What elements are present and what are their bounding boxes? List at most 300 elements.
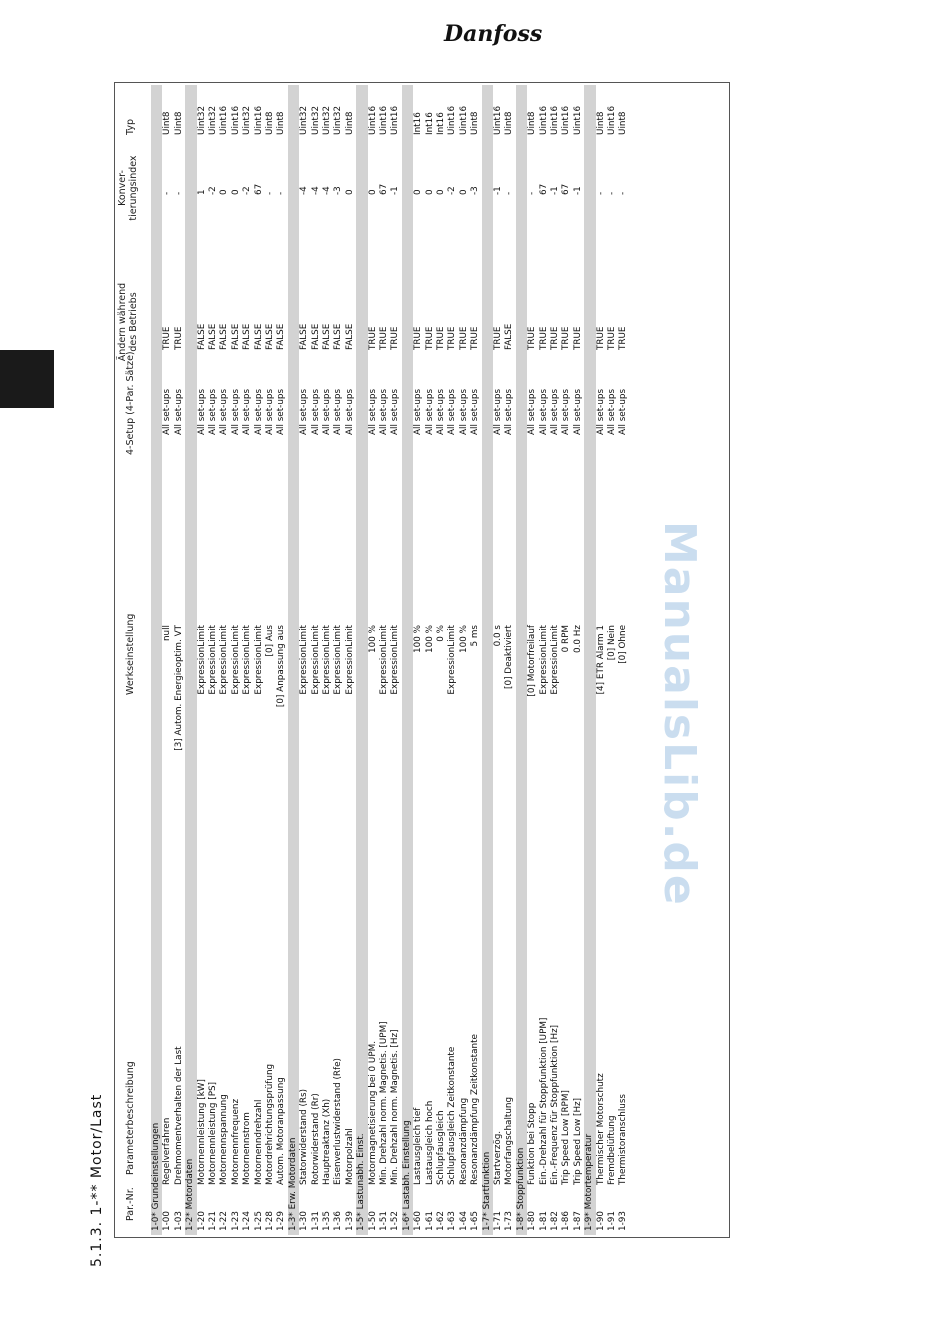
cell-setup: All set-ups: [390, 388, 401, 435]
cell-setup: All set-ups: [219, 388, 230, 435]
cell-par-nr: 1-20: [196, 1211, 207, 1231]
cell-description: Motornenndrehzahl: [253, 1099, 264, 1185]
cell-par-nr: 1-73: [504, 1211, 515, 1231]
cell-par-nr: 1-25: [253, 1211, 264, 1231]
cell-default-value: [0] Deaktiviert: [504, 625, 515, 689]
cell-default-value: ExpressionLimit: [390, 625, 401, 695]
cell-change-running: FALSE: [242, 323, 253, 350]
cell-setup: All set-ups: [595, 388, 606, 435]
cell-description: Motornennfrequenz: [230, 1098, 241, 1185]
cell-par-nr: 1-29: [276, 1211, 287, 1231]
cell-setup: All set-ups: [344, 388, 355, 435]
table-row: [299, 85, 310, 1235]
cell-type: Uint16: [538, 105, 549, 135]
table-row: [493, 85, 504, 1235]
table-row: [219, 85, 230, 1235]
cell-description: Motorpolzahl: [344, 1128, 355, 1185]
cell-change-running: TRUE: [390, 326, 401, 350]
cell-setup: All set-ups: [458, 388, 469, 435]
cell-type: Int16: [436, 112, 446, 135]
table-row: [470, 85, 481, 1235]
cell-description: Regelverfahren: [162, 1117, 173, 1185]
cell-setup: All set-ups: [607, 388, 617, 435]
cell-default-value: 5 ms: [470, 625, 481, 647]
cell-default-value: ExpressionLimit: [322, 625, 332, 695]
cell-type: Uint16: [219, 105, 230, 135]
rotated-content: [89, 85, 729, 1267]
cell-change-running: TRUE: [458, 326, 469, 350]
cell-description: Funktion bei Stopp: [527, 1102, 538, 1185]
cell-conversion-index: -: [618, 191, 629, 195]
cell-default-value: [4] ETR Alarm 1: [595, 625, 606, 695]
cell-setup: All set-ups: [242, 388, 253, 435]
cell-default-value: 0.0 Hz: [572, 625, 583, 654]
group-title: 1-6* Lastabh. Einstellung: [401, 1120, 412, 1231]
cell-setup: All set-ups: [173, 388, 184, 435]
cell-default-value: ExpressionLimit: [550, 625, 560, 695]
cell-par-nr: 1-39: [344, 1211, 355, 1231]
cell-description: Fremdbelüftung: [607, 1115, 617, 1185]
cell-conversion-index: -: [265, 191, 275, 195]
group-header-row: [584, 85, 595, 1235]
cell-description: Hauptreaktanz (Xh): [322, 1098, 332, 1185]
cell-description: Trip Speed Low [Hz]: [572, 1097, 583, 1185]
group-title: 1-7* Startfunktion: [481, 1151, 492, 1231]
cell-default-value: ExpressionLimit: [344, 625, 355, 695]
cell-setup: All set-ups: [447, 388, 458, 435]
cell-conversion-index: 0: [424, 189, 435, 195]
cell-conversion-index: -: [173, 191, 184, 195]
cell-type: Uint8: [344, 111, 355, 135]
cell-change-running: TRUE: [561, 326, 572, 350]
cell-setup: All set-ups: [618, 388, 629, 435]
cell-description: Thermistoranschluss: [618, 1093, 629, 1185]
cell-description: Autom. Motoranpassung: [276, 1077, 287, 1185]
cell-par-nr: 1-03: [173, 1211, 184, 1231]
cell-description: Motornennleistung [kW]: [196, 1079, 207, 1185]
watermark: ManualsLib.de: [654, 521, 705, 907]
cell-default-value: ExpressionLimit: [230, 625, 241, 695]
cell-change-running: TRUE: [413, 326, 424, 350]
cell-default-value: ExpressionLimit: [196, 625, 207, 695]
cell-description: Motornennleistung [PS]: [208, 1081, 218, 1185]
cell-default-value: 100 %: [458, 625, 469, 653]
cell-setup: All set-ups: [470, 388, 481, 435]
table-row: [276, 85, 287, 1235]
cell-type: Uint8: [162, 111, 173, 135]
cell-change-running: FALSE: [276, 323, 287, 350]
cell-change-running: TRUE: [618, 326, 629, 350]
cell-conversion-index: -2: [242, 186, 253, 195]
cell-par-nr: 1-80: [527, 1211, 538, 1231]
col-default: Werkseinstellung: [125, 613, 136, 695]
cell-type: Uint8: [265, 111, 275, 135]
cell-par-nr: 1-86: [561, 1211, 572, 1231]
cell-default-value: [0] Nein: [607, 625, 617, 661]
cell-description: Trip Speed Low [RPM]: [561, 1090, 572, 1185]
table-row: [607, 85, 618, 1235]
cell-change-running: FALSE: [310, 323, 321, 350]
cell-change-running: FALSE: [322, 323, 332, 350]
cell-type: Uint8: [527, 111, 538, 135]
cell-setup: All set-ups: [367, 388, 378, 435]
cell-change-running: FALSE: [299, 323, 310, 350]
cell-conversion-index: -1: [572, 186, 583, 195]
table-row: [162, 85, 173, 1235]
cell-description: Motornennspannung: [219, 1094, 230, 1185]
cell-description: Min. Drehzahl norm. Magnetis. [Hz]: [390, 1029, 401, 1185]
cell-type: Uint16: [230, 105, 241, 135]
cell-default-value: [0] Aus: [265, 625, 275, 657]
cell-default-value: ExpressionLimit: [253, 625, 264, 695]
table-row: [425, 85, 436, 1235]
cell-par-nr: 1-31: [310, 1211, 321, 1231]
cell-par-nr: 1-91: [607, 1211, 617, 1231]
danfoss-logo: [440, 14, 543, 52]
cell-type: Uint32: [310, 105, 321, 135]
cell-description: Ein.-Frequenz für Stoppfunktion [Hz]: [550, 1024, 560, 1185]
cell-description: Lastausgleich tief: [413, 1107, 424, 1185]
cell-par-nr: 1-60: [413, 1211, 424, 1231]
table-row: [197, 85, 208, 1235]
cell-description: Eisenverlustwiderstand (Rfe): [333, 1058, 344, 1185]
cell-type: Uint32: [322, 105, 332, 135]
cell-conversion-index: -1: [390, 186, 401, 195]
cell-type: Int16: [413, 112, 424, 135]
cell-change-running: TRUE: [607, 326, 617, 350]
cell-conversion-index: -: [276, 191, 287, 195]
cell-setup: All set-ups: [333, 388, 344, 435]
cell-default-value: ExpressionLimit: [219, 625, 230, 695]
group-header-row: [288, 85, 299, 1235]
cell-default-value: ExpressionLimit: [447, 625, 458, 695]
cell-type: Uint16: [390, 105, 401, 135]
cell-default-value: 100 %: [367, 625, 378, 653]
cell-type: Uint8: [276, 111, 287, 135]
cell-setup: All set-ups: [527, 388, 538, 435]
table-row: [413, 85, 424, 1235]
cell-conversion-index: 0: [344, 189, 355, 195]
cell-description: Min. Drehzahl norm. Magnetis. [UPM]: [379, 1021, 389, 1185]
table-row: [504, 85, 515, 1235]
cell-change-running: FALSE: [265, 323, 275, 350]
cell-conversion-index: -3: [333, 186, 344, 195]
cell-type: Uint16: [458, 105, 469, 135]
cell-par-nr: 1-62: [436, 1211, 446, 1231]
cell-default-value: [0] Ohne: [618, 625, 629, 664]
cell-conversion-index: -1: [550, 186, 560, 195]
cell-conversion-index: 67: [253, 183, 264, 195]
cell-change-running: TRUE: [595, 326, 606, 350]
cell-setup: All set-ups: [310, 388, 321, 435]
table-row: [550, 85, 561, 1235]
cell-default-value: ExpressionLimit: [538, 625, 549, 695]
table-row: [459, 85, 470, 1235]
cell-setup: All set-ups: [550, 388, 560, 435]
cell-change-running: TRUE: [162, 326, 173, 350]
cell-setup: All set-ups: [379, 388, 389, 435]
cell-type: Uint32: [299, 105, 310, 135]
cell-type: Uint16: [379, 105, 389, 135]
cell-conversion-index: 0: [458, 189, 469, 195]
cell-change-running: TRUE: [173, 326, 184, 350]
cell-par-nr: 1-52: [390, 1211, 401, 1231]
cell-type: Int16: [424, 112, 435, 135]
cell-default-value: 100 %: [424, 625, 435, 653]
cell-default-value: 100 %: [413, 625, 424, 653]
cell-default-value: ExpressionLimit: [379, 625, 389, 695]
table-row: [311, 85, 322, 1235]
cell-change-running: TRUE: [572, 326, 583, 350]
cell-type: Uint8: [173, 111, 184, 135]
cell-change-running: TRUE: [379, 326, 389, 350]
cell-setup: All set-ups: [230, 388, 241, 435]
group-header-row: [356, 85, 367, 1235]
cell-default-value: ExpressionLimit: [242, 625, 253, 695]
cell-type: Uint8: [470, 111, 481, 135]
cell-change-running: FALSE: [344, 323, 355, 350]
cell-par-nr: 1-61: [424, 1211, 435, 1231]
cell-description: Motornennstrom: [242, 1112, 253, 1185]
cell-par-nr: 1-93: [618, 1211, 629, 1231]
cell-par-nr: 1-30: [299, 1211, 310, 1231]
cell-par-nr: 1-87: [572, 1211, 583, 1231]
cell-default-value: 0.0 s: [493, 625, 503, 647]
cell-description: Resonanzdämpfung: [458, 1097, 469, 1185]
cell-type: Uint8: [595, 111, 606, 135]
cell-setup: All set-ups: [436, 388, 446, 435]
cell-par-nr: 1-50: [367, 1211, 378, 1231]
cell-default-value: [3] Autom. Energieoptim. VT: [173, 625, 184, 751]
group-header-row: [185, 85, 196, 1235]
cell-par-nr: 1-24: [242, 1211, 253, 1231]
cell-default-value: ExpressionLimit: [333, 625, 344, 695]
cell-conversion-index: 0: [219, 189, 230, 195]
cell-conversion-index: 67: [561, 183, 572, 195]
cell-change-running: TRUE: [527, 326, 538, 350]
cell-change-running: TRUE: [493, 326, 503, 350]
cell-conversion-index: 1: [196, 189, 207, 195]
cell-type: Uint16: [447, 105, 458, 135]
table-row: [573, 85, 584, 1235]
group-title: 1-8* Stoppfunktion: [515, 1147, 526, 1231]
table-row: [561, 85, 572, 1235]
cell-conversion-index: 0: [230, 189, 241, 195]
chapter-tab-marker: [0, 350, 54, 408]
cell-default-value: 0 %: [436, 625, 446, 642]
table-row: [527, 85, 538, 1235]
cell-type: Uint16: [367, 105, 378, 135]
cell-conversion-index: -1: [493, 186, 503, 195]
cell-change-running: TRUE: [436, 326, 446, 350]
col-conversion-index: Konver-tierungsindex: [117, 155, 139, 221]
group-title: 1-3* Erw. Motordaten: [287, 1137, 298, 1231]
cell-conversion-index: -4: [299, 186, 310, 195]
cell-par-nr: 1-71: [493, 1211, 503, 1231]
table-row: [539, 85, 550, 1235]
table-row: [333, 85, 344, 1235]
cell-conversion-index: 0: [367, 189, 378, 195]
table-row: [618, 85, 629, 1235]
cell-conversion-index: -: [607, 191, 617, 195]
cell-conversion-index: -4: [322, 186, 332, 195]
cell-conversion-index: -: [162, 191, 173, 195]
cell-type: Uint16: [253, 105, 264, 135]
cell-conversion-index: -: [595, 191, 606, 195]
cell-description: Lastausgleich hoch: [424, 1100, 435, 1185]
cell-change-running: FALSE: [504, 323, 515, 350]
group-title: 1-0* Grundeinstellungen: [151, 1122, 161, 1231]
cell-change-running: FALSE: [333, 323, 344, 350]
cell-default-value: null: [162, 625, 173, 642]
table-row: [254, 85, 265, 1235]
cell-default-value: 0 RPM: [561, 625, 572, 653]
cell-setup: All set-ups: [162, 388, 173, 435]
cell-par-nr: 1-82: [550, 1211, 560, 1231]
cell-type: Uint16: [572, 105, 583, 135]
cell-description: Motormagnetisierung bei 0 UPM.: [367, 1040, 378, 1185]
group-header-row: [516, 85, 527, 1235]
table-row: [436, 85, 447, 1235]
cell-description: Statorwiderstand (Rs): [299, 1088, 310, 1185]
cell-default-value: ExpressionLimit: [310, 625, 321, 695]
cell-par-nr: 1-35: [322, 1211, 332, 1231]
table-header: [115, 85, 149, 1235]
cell-change-running: FALSE: [253, 323, 264, 350]
cell-par-nr: 1-00: [162, 1211, 173, 1231]
group-header-row: [151, 85, 162, 1235]
cell-conversion-index: -3: [470, 186, 481, 195]
cell-default-value: [0] Motorfreilauf: [527, 625, 538, 697]
cell-change-running: FALSE: [230, 323, 241, 350]
cell-setup: All set-ups: [322, 388, 332, 435]
cell-setup: All set-ups: [538, 388, 549, 435]
table-row: [231, 85, 242, 1235]
cell-setup: All set-ups: [504, 388, 515, 435]
cell-change-running: FALSE: [196, 323, 207, 350]
table-row: [174, 85, 185, 1235]
cell-setup: All set-ups: [253, 388, 264, 435]
cell-type: Uint32: [196, 105, 207, 135]
cell-description: Rotorwiderstand (Rr): [310, 1093, 321, 1185]
table-row: [208, 85, 219, 1235]
group-header-row: [482, 85, 493, 1235]
cell-default-value: [0] Anpassung aus: [276, 625, 287, 708]
cell-description: Motorfangschaltung: [504, 1096, 515, 1185]
cell-type: Uint32: [208, 105, 218, 135]
cell-par-nr: 1-28: [265, 1211, 275, 1231]
cell-description: Schlupfausgleich Zeitkonstante: [447, 1046, 458, 1185]
col-change-running: Ändern während des Betriebs: [117, 282, 139, 362]
group-title: 1-9* Motortemperatur: [584, 1133, 595, 1231]
cell-conversion-index: 67: [379, 183, 389, 195]
cell-par-nr: 1-65: [470, 1211, 481, 1231]
group-header-row: [402, 85, 413, 1235]
cell-setup: All set-ups: [413, 388, 424, 435]
cell-setup: All set-ups: [493, 388, 503, 435]
cell-par-nr: 1-64: [458, 1211, 469, 1231]
cell-setup: All set-ups: [265, 388, 275, 435]
cell-type: Uint16: [550, 105, 560, 135]
table-row: [322, 85, 333, 1235]
table-row: [596, 85, 607, 1235]
cell-description: Thermischer Motorschutz: [595, 1073, 606, 1185]
cell-description: Startverzög.: [493, 1130, 503, 1185]
cell-change-running: FALSE: [208, 323, 218, 350]
cell-type: Uint8: [504, 111, 515, 135]
cell-change-running: TRUE: [424, 326, 435, 350]
cell-default-value: ExpressionLimit: [299, 625, 310, 695]
cell-par-nr: 1-22: [219, 1211, 230, 1231]
cell-setup: All set-ups: [572, 388, 583, 435]
cell-type: Uint16: [561, 105, 572, 135]
col-setup: 4-Setup (4-Par. Sätze): [125, 351, 136, 455]
cell-setup: All set-ups: [196, 388, 207, 435]
cell-conversion-index: -2: [208, 186, 218, 195]
table-row: [345, 85, 356, 1235]
cell-setup: All set-ups: [276, 388, 287, 435]
table-row: [447, 85, 458, 1235]
cell-change-running: TRUE: [470, 326, 481, 350]
cell-change-running: FALSE: [219, 323, 230, 350]
cell-description: Schlupfausgleich: [436, 1110, 446, 1185]
cell-type: Uint16: [493, 105, 503, 135]
table-row: [390, 85, 401, 1235]
cell-conversion-index: -: [527, 191, 538, 195]
cell-type: Uint16: [607, 105, 617, 135]
cell-setup: All set-ups: [299, 388, 310, 435]
cell-par-nr: 1-81: [538, 1211, 549, 1231]
cell-par-nr: 1-63: [447, 1211, 458, 1231]
cell-conversion-index: -4: [310, 186, 321, 195]
svg-text:Danfoss: Danfoss: [444, 21, 543, 47]
cell-conversion-index: -: [504, 191, 515, 195]
cell-par-nr: 1-36: [333, 1211, 344, 1231]
cell-type: Uint32: [242, 105, 253, 135]
cell-description: Motordrehrichtungsprüfung: [265, 1063, 275, 1185]
table-row: [265, 85, 276, 1235]
section-title: 5.1.3. 1-** Motor/Last: [89, 1093, 105, 1267]
cell-description: Drehmomentverhalten der Last: [173, 1046, 184, 1185]
cell-change-running: TRUE: [550, 326, 560, 350]
cell-change-running: TRUE: [447, 326, 458, 350]
cell-default-value: ExpressionLimit: [208, 625, 218, 695]
table-row: [242, 85, 253, 1235]
cell-conversion-index: 67: [538, 183, 549, 195]
cell-par-nr: 1-51: [379, 1211, 389, 1231]
cell-description: Ein.-Drehzahl für Stoppfunktion [UPM]: [538, 1017, 549, 1185]
cell-type: Uint32: [333, 105, 344, 135]
cell-change-running: TRUE: [367, 326, 378, 350]
col-par-nr: Par.-Nr.: [125, 1187, 136, 1221]
cell-description: Resonanzdämpfung Zeitkonstante: [470, 1034, 481, 1185]
col-type: Typ: [125, 119, 136, 135]
col-description: Parameterbeschreibung: [125, 1061, 136, 1175]
cell-type: Uint8: [618, 111, 629, 135]
cell-conversion-index: -2: [447, 186, 458, 195]
cell-change-running: TRUE: [538, 326, 549, 350]
parameter-table-frame: [89, 82, 730, 1267]
group-title: 1-2* Motordaten: [185, 1158, 196, 1231]
cell-setup: All set-ups: [561, 388, 572, 435]
group-title: 1-5* Lastunabh. Einst.: [356, 1133, 367, 1231]
cell-par-nr: 1-90: [595, 1211, 606, 1231]
cell-conversion-index: 0: [413, 189, 424, 195]
cell-par-nr: 1-21: [208, 1211, 218, 1231]
table-row: [368, 85, 379, 1235]
cell-conversion-index: 0: [436, 189, 446, 195]
table-row: [379, 85, 390, 1235]
